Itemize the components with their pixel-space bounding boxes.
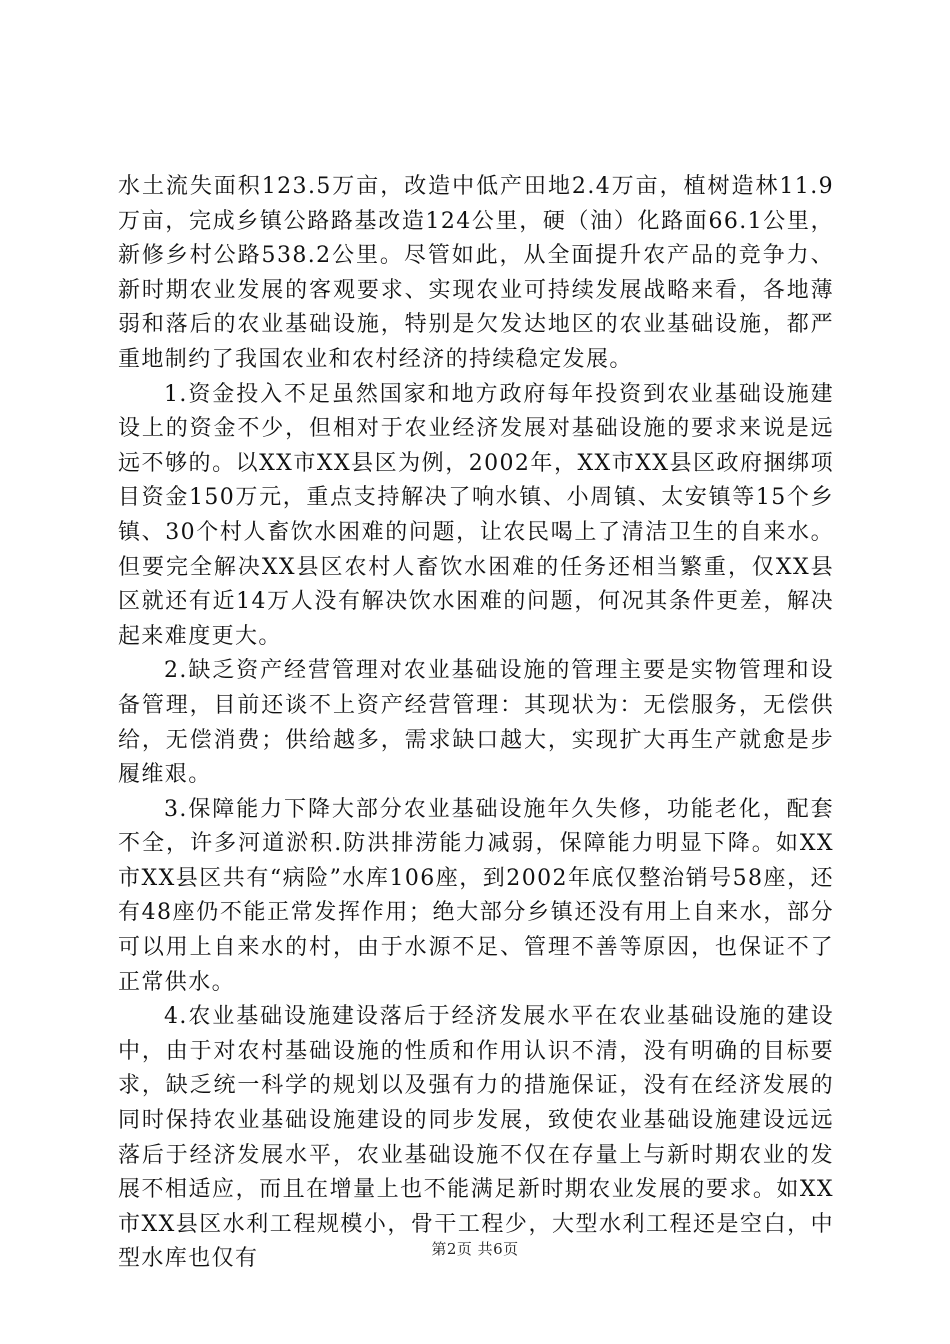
paragraph-item-1: 1.资金投入不足虽然国家和地方政府每年投资到农业基础设施建设上的资金不少，但相对于农业经济发展对基础设施的要求来说是远远不够的。以XX市XX县区为例，2002年，XX市XX县区政府捆绑项目资金150万元，重点支持解决了响水镇、小周镇、太安镇等15个乡镇、30个村人畜饮水困难的问题，让农民喝上了清洁卫生的自来水。但要完全解决XX县区农村人畜饮水困难的任务还相当繁重，仅XX县区就还有近14万人没有解决饮水困难的问题，何况其条件更差，解决起来难度更大。 <box>118 381 834 649</box>
paragraph-item-2: 2.缺乏资产经营管理对农业基础设施的管理主要是实物管理和设备管理，目前还谈不上资产经营管理：其现状为：无偿服务，无偿供给，无偿消费；供给越多，需求缺口越大，实现扩大再生产就愈是步履维艰。 <box>118 658 834 788</box>
paragraph-intro-continuation: 水土流失面积123.5万亩，改造中低产田地2.4万亩，植树造林11.9万亩，完成乡镇公路路基改造124公里，硬（油）化路面66.1公里，新修乡村公路538.2公里。尽管如此，从全面提升农产品的竞争力、新时期农业发展的客观要求、实现农业可持续发展战略来看，各地薄弱和落后的农业基础设施，特别是欠发达地区的农业基础设施，都严重地制约了我国农业和农村经济的持续稳定发展。 <box>118 174 834 372</box>
document-body <box>118 170 834 1277</box>
paragraph-item-3: 3.保障能力下降大部分农业基础设施年久失修，功能老化，配套不全，许多河道淤积.防洪排涝能力减弱，保障能力明显下降。如XX市XX县区共有“病险”水库106座，到2002年底仅整治销号58座，还有48座仍不能正常发挥作用；绝大部分乡镇还没有用上自来水，部分可以用上自来水的村，由于水源不足、管理不善等原因，也保证不了正常供水。 <box>118 796 834 995</box>
paragraph-item-4: 4.农业基础设施建设落后于经济发展水平在农业基础设施的建设中，由于对农村基础设施的性质和作用认识不清，没有明确的目标要求，缺乏统一科学的规划以及强有力的措施保证，没有在经济发展的同时保持农业基础设施建设的同步发展，致使农业基础设施建设远远落后于经济发展水平，农业基础设施不仅在存量上与新时期农业的发展不相适应，而且在增量上也不能满足新时期农业发展的要求。如XX市XX县区水利工程规模小，骨干工程少，大型水利工程还是空白，中型水库也仅有 <box>118 1004 834 1272</box>
page-footer: 第2页 共6页 <box>431 1240 519 1258</box>
